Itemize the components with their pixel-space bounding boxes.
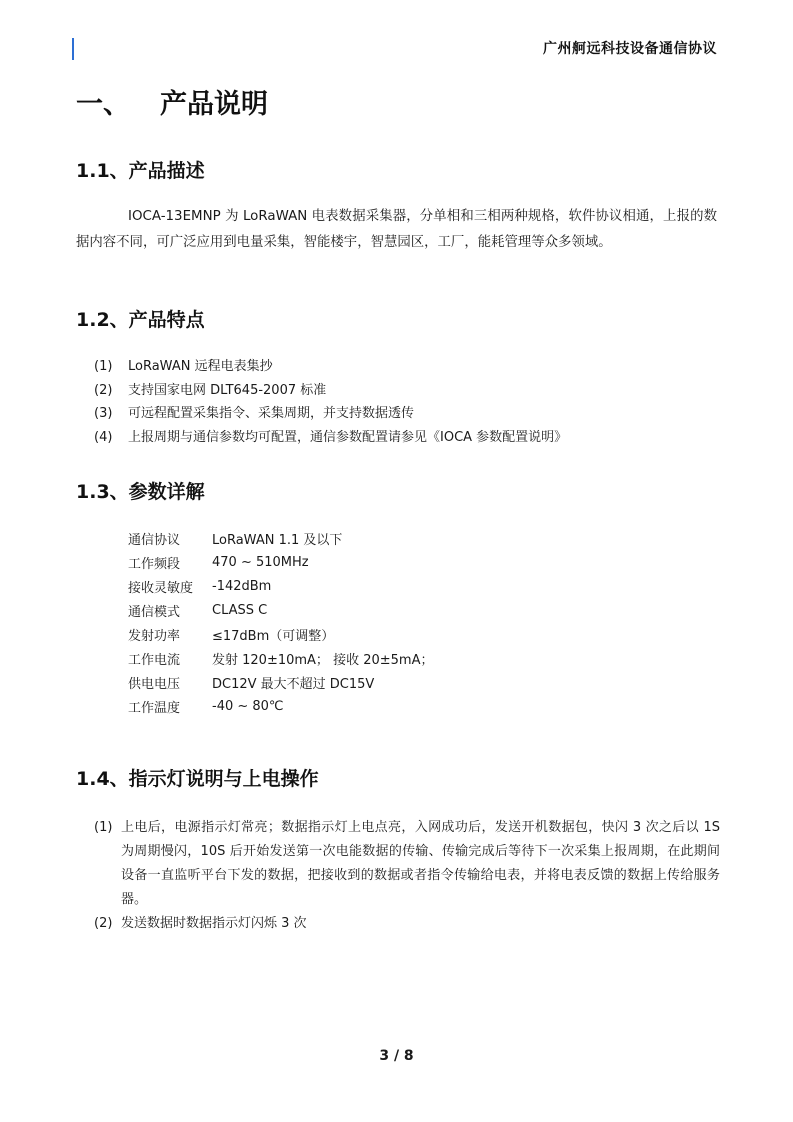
list-item-index: (2) [94,916,113,931]
table-row [128,694,433,718]
param-value: -142dBm [212,578,272,594]
param-value: -40 ~ 80℃ [212,698,284,714]
list-item-text: 可远程配置采集指令、采集周期，并支持数据透传 [128,406,415,421]
list-item [94,402,567,426]
table-row [128,622,433,646]
param-key: 供电电压 [128,676,181,692]
chapter-title: 产品说明 [160,89,268,120]
param-value: DC12V 最大不超过 DC15V [212,676,375,692]
table-row [128,670,433,694]
features-list [94,355,567,449]
table-row [128,598,433,622]
list-item [94,426,567,450]
list-item [94,379,567,403]
param-value: LoRaWAN 1.1 及以下 [212,532,343,548]
param-key: 工作频段 [128,556,181,572]
header-title: 广州舸远科技设备通信协议 [543,41,717,57]
param-key: 工作温度 [128,700,181,716]
table-row [128,646,433,670]
param-value: 470 ~ 510MHz [212,554,309,570]
list-item-text: 上报周期与通信参数均可配置，通信参数配置请参见《IOCA 参数配置说明》 [128,429,568,445]
header-accent-bar [72,38,74,60]
section-heading-description: 1.1、产品描述 [76,160,205,182]
list-item-index: (3) [94,406,113,421]
list-item-index: (1) [94,820,113,835]
param-key: 接收灵敏度 [128,580,194,596]
param-key: 发射功率 [128,628,181,644]
list-item-index: (2) [94,382,113,398]
param-key: 通信模式 [128,604,181,620]
section-heading-indicator: 1.4、指示灯说明与上电操作 [76,768,319,790]
list-item-text: 上电后，电源指示灯常亮；数据指示灯上电点亮，入网成功后，发送开机数据包，快闪 3 次之后以 1S 为周期慢闪，10S 后开始发送第一次电能数据的传输、传输完成后等待下一次采集上报周期，在此期间设备一直监听平台下发的数据，把接收到的数据或者指令传输给电表，并将电表反馈的数据上传给服务器。 [121,820,720,907]
table-row [128,574,433,598]
params-table [128,526,433,718]
list-item [94,816,720,912]
param-value: ≤17dBm（可调整） [212,628,335,644]
param-value: 发射 120±10mA； 接收 20±5mA； [212,652,434,668]
list-item-index: (1) [94,359,113,374]
list-item-text: 发送数据时数据指示灯闪烁 3 次 [121,916,307,931]
indicator-steps-list [94,816,720,936]
chapter-number: 一、 [76,89,130,120]
list-item [94,355,567,379]
page-number: 3 / 8 [379,1048,414,1064]
param-key: 工作电流 [128,652,181,668]
list-item-text: 支持国家电网 DLT645-2007 标准 [128,382,327,398]
param-value: CLASS C [212,602,268,618]
description-paragraph: IOCA-13EMNP 为 LoRaWAN 电表数据采集器，分单相和三相两种规格，软件协议相通，上报的数据内容不同，可广泛应用到电量采集，智能楼宇，智慧园区，工厂，能耗管理等众多领域。 [76,209,717,250]
list-item-text: LoRaWAN 远程电表集抄 [128,359,273,374]
param-key: 通信协议 [128,532,181,548]
section-heading-params: 1.3、参数详解 [76,481,205,503]
table-row [128,550,433,574]
section-heading-features: 1.2、产品特点 [76,309,205,331]
table-row [128,526,433,550]
chapter-heading [76,82,268,121]
list-item [94,912,720,936]
list-item-index: (4) [94,429,113,445]
